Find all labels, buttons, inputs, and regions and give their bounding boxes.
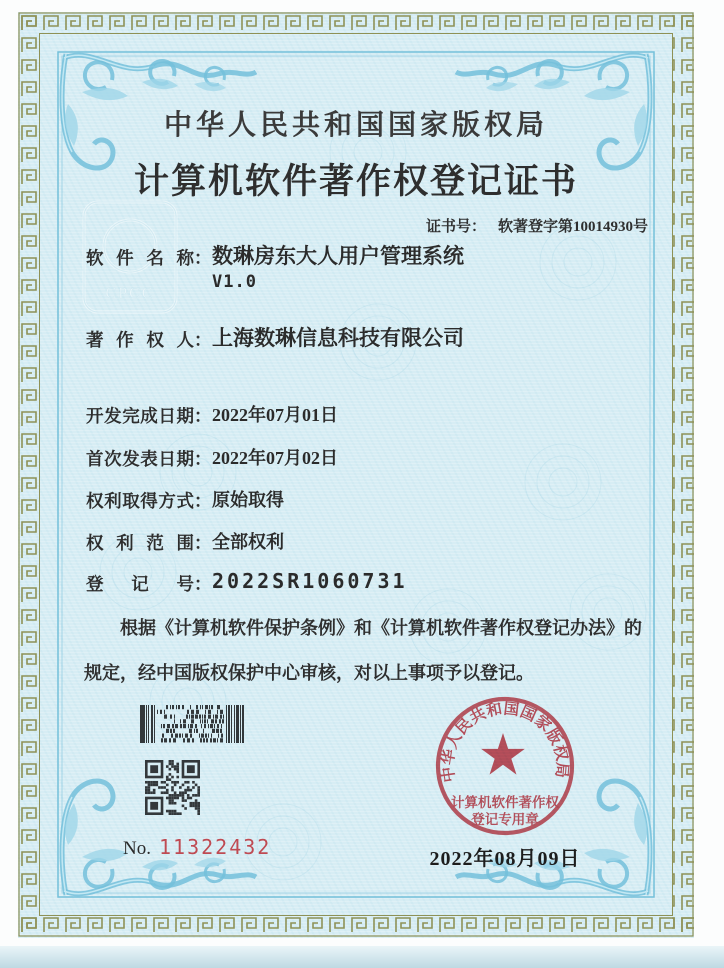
issuer-title: 中华人民共和国国家版权局 (163, 110, 548, 141)
official-seal-icon (425, 686, 585, 846)
field-dev-complete-date (86, 403, 338, 433)
field-value: 原始取得 (212, 490, 284, 510)
field-colon: ： (194, 406, 212, 426)
field-label: 著作权人 (86, 330, 194, 350)
seal-star-icon (481, 733, 525, 775)
field-software-name (86, 244, 464, 292)
serial-digits: 11322432 (158, 835, 272, 859)
serial-prefix: No. (123, 838, 151, 859)
cert-number-line (426, 215, 648, 236)
field-label: 权利范围 (86, 533, 194, 553)
field-colon: ： (194, 491, 212, 511)
field-copyright-holder (86, 326, 464, 357)
field-value: 全部权利 (212, 532, 284, 552)
field-label: 权利取得方式 (86, 491, 194, 511)
statement-line-2: 规定，经中国版权保护中心审核，对以上事项予以登记。 (84, 663, 534, 683)
serial-number (123, 835, 271, 860)
software-version: V1.0 (212, 272, 257, 292)
issue-date: 2022年08月09日 (429, 848, 581, 870)
seal-line2: 登记专用章 (471, 812, 539, 827)
field-right-acquisition (86, 488, 284, 518)
field-right-scope (86, 530, 284, 560)
registration-statement (84, 606, 642, 696)
field-label: 首次发表日期 (86, 449, 194, 469)
watermark-text: CPCC (105, 285, 155, 302)
field-colon: ： (194, 248, 212, 268)
field-value: 数琳房东大人用户管理系统 V1.0 (212, 243, 464, 295)
field-colon: ： (194, 449, 212, 469)
certificate (18, 12, 694, 938)
cert-number-value: 软著登字第10014930号 (497, 219, 648, 235)
seal-line1: 计算机软件著作权 (451, 795, 559, 810)
field-value: 2022年07月02日 (212, 448, 338, 468)
field-value: 2022年07月01日 (212, 405, 338, 425)
field-colon: ： (194, 533, 212, 553)
statement-line-1: 根据《计算机软件保护条例》和《计算机软件著作权登记办法》的 (120, 618, 642, 638)
field-label: 软件名称 (86, 248, 194, 268)
qr-code-icon (145, 760, 200, 815)
pdf417-barcode-icon (140, 705, 244, 743)
cert-number-label: 证书号： (425, 219, 486, 235)
field-colon: ： (194, 330, 212, 350)
scan-edge-strip (0, 946, 724, 968)
seal-ring-text: 中华人民共和国国家版权局 (439, 700, 571, 784)
field-value: 上海数琳信息科技有限公司 (212, 326, 464, 350)
field-label: 登记号 (86, 574, 194, 594)
field-first-publish-date (86, 446, 338, 476)
field-label: 开发完成日期 (86, 406, 194, 426)
field-colon: ： (194, 574, 212, 594)
field-registration-number (86, 569, 408, 601)
field-value: 2022SR1060731 (212, 569, 408, 593)
certificate-title: 计算机软件著作权登记证书 (133, 162, 578, 201)
